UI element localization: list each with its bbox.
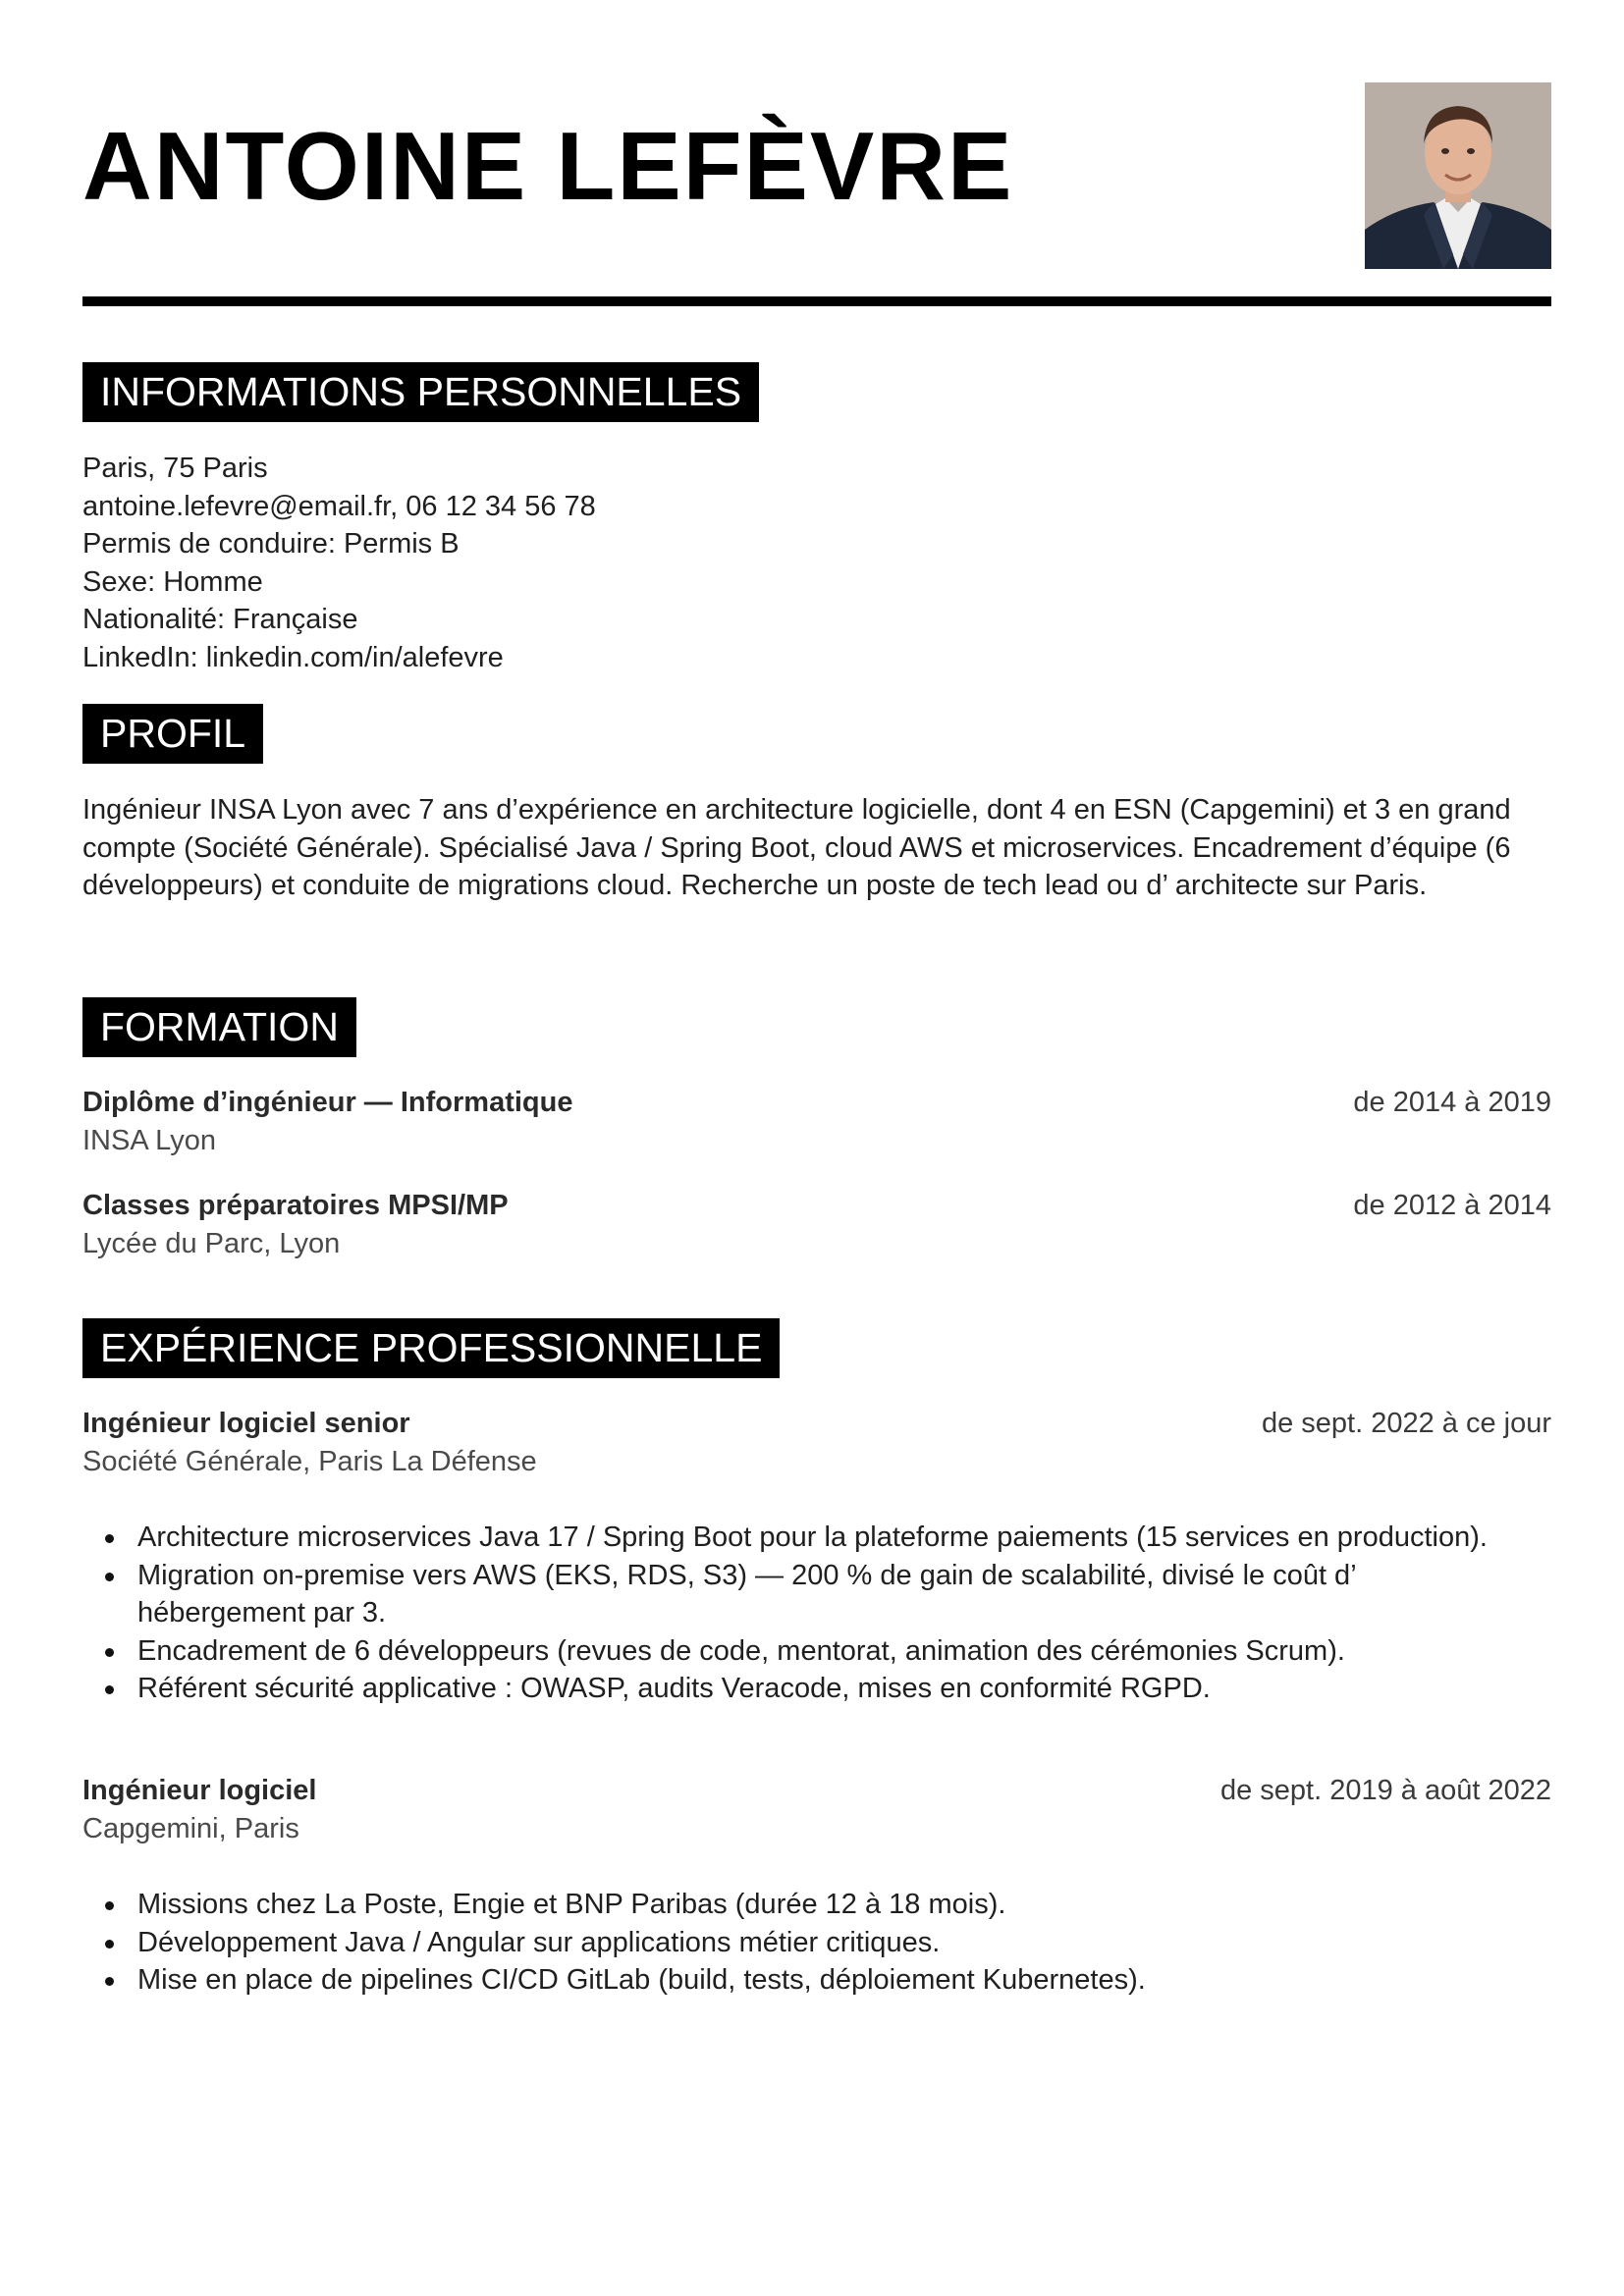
bullet-icon	[105, 1573, 114, 1581]
list-item: Mise en place de pipelines CI/CD GitLab (build, tests, déploiement Kubernetes).	[82, 1961, 1551, 2000]
portrait-image	[1365, 82, 1551, 269]
education-degree: Diplôme d’ingénieur — Informatique	[82, 1087, 573, 1118]
info-driving-licence: Permis de conduire: Permis B	[82, 528, 460, 560]
list-item: Architecture microservices Java 17 / Spring Boot pour la plateforme paiements (15 services en production).	[82, 1519, 1551, 1557]
job-achievements	[82, 1886, 1551, 2000]
bullet-icon	[105, 1901, 114, 1910]
info-contact: antoine.lefevre@email.fr, 06 12 34 56 78	[82, 490, 596, 522]
education-school: Lycée du Parc, Lyon	[82, 1228, 341, 1259]
job-company: Capgemini, Paris	[82, 1813, 299, 1844]
education-dates: de 2012 à 2014	[1353, 1190, 1551, 1221]
list-item: Référent sécurité applicative : OWASP, audits Veracode, mises en conformité RGPD.	[82, 1670, 1551, 1708]
section-title-education: FORMATION	[82, 997, 356, 1057]
job-title: Ingénieur logiciel senior	[82, 1408, 410, 1439]
profile-photo	[1365, 82, 1551, 269]
job-title: Ingénieur logiciel	[82, 1775, 317, 1806]
info-nationality: Nationalité: Française	[82, 604, 358, 635]
bullet-icon	[105, 1940, 114, 1949]
resume-header	[82, 82, 1551, 269]
bullet-icon	[105, 1977, 114, 1986]
job-dates: de sept. 2022 à ce jour	[1261, 1408, 1551, 1439]
list-item: Encadrement de 6 développeurs (revues de code, mentorat, animation des cérémonies Scrum).	[82, 1632, 1551, 1671]
job-dates: de sept. 2019 à août 2022	[1219, 1775, 1551, 1806]
job-achievements	[82, 1519, 1551, 1708]
info-address: Paris, 75 Paris	[82, 453, 268, 484]
section-title-profile: PROFIL	[82, 704, 263, 764]
list-item: Développement Java / Angular sur applications métier critiques.	[82, 1924, 1551, 1962]
bullet-icon	[105, 1534, 114, 1543]
list-item: Missions chez La Poste, Engie et BNP Paribas (durée 12 à 18 mois).	[82, 1886, 1551, 1924]
header-divider	[82, 296, 1551, 306]
education-dates: de 2014 à 2019	[1353, 1087, 1551, 1118]
candidate-name: ANTOINE LEFÈVRE	[82, 112, 1014, 220]
job-company: Société Générale, Paris La Défense	[82, 1446, 537, 1477]
education-school: INSA Lyon	[82, 1125, 216, 1156]
info-gender: Sexe: Homme	[82, 565, 263, 598]
resume-page	[82, 0, 1551, 2296]
list-item: Migration on-premise vers AWS (EKS, RDS, S3) — 200 % de gain de scalabilité, divisé le coût d’ hébergement par 3.	[82, 1557, 1551, 1632]
profile-summary: Ingénieur INSA Lyon avec 7 ans d’expérience en architecture logicielle, dont 4 en ESN (Capgemini) et 3 en grand compte (Société Générale). Spécialisé Java / Spring Boot, cloud AWS et microservices. Encadrement d’équipe (6 développeurs) et conduite de migrations cloud. Recherche un poste de tech lead ou d’ architecte sur Paris.	[82, 794, 1511, 901]
personal-info	[82, 450, 1261, 676]
bullet-icon	[105, 1648, 114, 1657]
info-linkedin: LinkedIn: linkedin.com/in/alefevre	[82, 641, 504, 673]
section-title-experience: EXPÉRIENCE PROFESSIONNELLE	[82, 1318, 780, 1378]
section-title-personal: INFORMATIONS PERSONNELLES	[82, 362, 759, 422]
bullet-icon	[105, 1685, 114, 1694]
education-degree: Classes préparatoires MPSI/MP	[82, 1190, 509, 1221]
